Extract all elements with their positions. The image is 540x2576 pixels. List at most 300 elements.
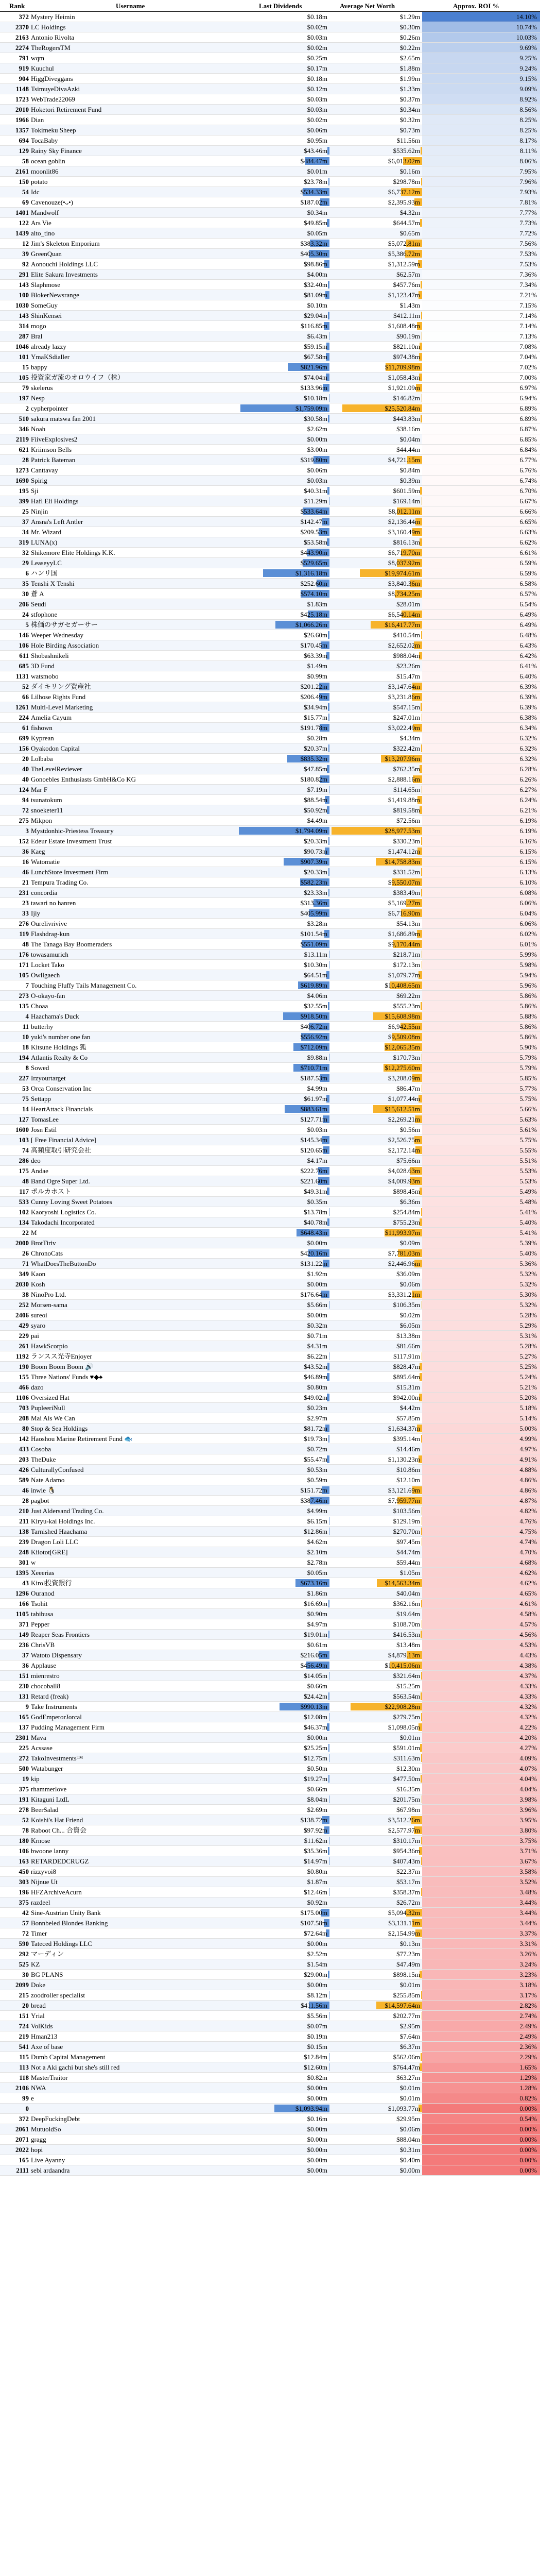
- username-cell[interactable]: moonlit86: [31, 167, 59, 175]
- username-cell[interactable]: Just Aldersand Trading Co.: [31, 1507, 104, 1515]
- username-cell[interactable]: Tateced Holdings LLC: [31, 1940, 92, 1947]
- username-cell[interactable]: CulturallyConfused: [31, 1466, 84, 1473]
- table-row[interactable]: [0, 228, 540, 239]
- table-row[interactable]: [0, 2155, 540, 2165]
- table-row[interactable]: [0, 2052, 540, 2062]
- username-cell[interactable]: Lolbaba: [31, 755, 53, 762]
- table-row[interactable]: [0, 1114, 540, 1125]
- username-cell[interactable]: ランスス光寺Enjoyer: [31, 1352, 92, 1360]
- table-row[interactable]: [0, 197, 540, 208]
- username-cell[interactable]: Sji: [31, 487, 39, 495]
- username-cell[interactable]: MasterTraitor: [31, 2074, 68, 2081]
- username-cell[interactable]: Stop & Sea Holdings: [31, 1425, 88, 1432]
- username-cell[interactable]: ChrisVB: [31, 1641, 55, 1649]
- username-cell[interactable]: 3D Fund: [31, 662, 55, 670]
- username-cell[interactable]: Cosoba: [31, 1445, 51, 1453]
- username-cell[interactable]: bappy: [31, 363, 47, 371]
- table-row[interactable]: [0, 331, 540, 342]
- username-cell[interactable]: sakura matswa fan 2001: [31, 415, 96, 422]
- table-row[interactable]: [0, 1949, 540, 1959]
- username-cell[interactable]: Three Nations' Funds ♥◆♠: [31, 1373, 103, 1381]
- username-cell[interactable]: Ninjin: [31, 507, 48, 515]
- table-row[interactable]: [0, 713, 540, 723]
- table-row[interactable]: [0, 929, 540, 939]
- table-row[interactable]: [0, 1918, 540, 1928]
- table-row[interactable]: [0, 1619, 540, 1630]
- username-cell[interactable]: Mai Ais We Can: [31, 1414, 75, 1422]
- username-cell[interactable]: 高頻度取引研究会社: [31, 1146, 92, 1154]
- table-row[interactable]: [0, 1867, 540, 1877]
- username-cell[interactable]: Watabunger: [31, 1765, 63, 1772]
- table-row[interactable]: [0, 1660, 540, 1671]
- table-row[interactable]: [0, 816, 540, 826]
- table-row[interactable]: [0, 1691, 540, 1702]
- table-row[interactable]: [0, 651, 540, 661]
- table-row[interactable]: [0, 1248, 540, 1259]
- username-cell[interactable]: deo: [31, 1157, 41, 1164]
- username-cell[interactable]: Kaoryoshi Logistics Co.: [31, 1208, 96, 1216]
- table-row[interactable]: [0, 2073, 540, 2083]
- username-cell[interactable]: ダイキリング資産社: [31, 683, 91, 690]
- table-row[interactable]: [0, 1135, 540, 1145]
- username-cell[interactable]: Jim's Skeleton Emporium: [31, 240, 100, 247]
- table-row[interactable]: [0, 94, 540, 105]
- table-row[interactable]: [0, 599, 540, 609]
- table-row[interactable]: [0, 1887, 540, 1897]
- username-cell[interactable]: Nesp: [31, 394, 45, 402]
- username-cell[interactable]: TomasLee: [31, 1115, 59, 1123]
- table-row[interactable]: [0, 1485, 540, 1496]
- username-cell[interactable]: HiggDiveggans: [31, 75, 73, 82]
- table-row[interactable]: [0, 105, 540, 115]
- table-row[interactable]: [0, 877, 540, 888]
- username-cell[interactable]: Take Instruments: [31, 1703, 77, 1710]
- table-row[interactable]: [0, 1897, 540, 1908]
- table-row[interactable]: [0, 836, 540, 846]
- username-cell[interactable]: Reaper Seas Frontiers: [31, 1631, 90, 1638]
- table-row[interactable]: [0, 1928, 540, 1939]
- table-row[interactable]: [0, 321, 540, 331]
- username-cell[interactable]: dazo: [31, 1383, 44, 1391]
- username-cell[interactable]: Seudi: [31, 600, 46, 608]
- username-cell[interactable]: Morsen-sama: [31, 1301, 67, 1309]
- username-cell[interactable]: Slaphmose: [31, 281, 61, 289]
- table-row[interactable]: [0, 352, 540, 362]
- username-cell[interactable]: gragg: [31, 2136, 46, 2143]
- table-row[interactable]: [0, 857, 540, 867]
- username-cell[interactable]: BG PLANS: [31, 1971, 63, 1978]
- table-row[interactable]: [0, 496, 540, 506]
- table-row[interactable]: [0, 1939, 540, 1949]
- table-row[interactable]: [0, 403, 540, 414]
- table-row[interactable]: [0, 1290, 540, 1300]
- table-row[interactable]: [0, 1300, 540, 1310]
- table-row[interactable]: [0, 1722, 540, 1733]
- username-cell[interactable]: hopi: [31, 2146, 43, 2154]
- username-cell[interactable]: Cavenouze(•ᴗ•): [31, 198, 74, 206]
- table-row[interactable]: [0, 465, 540, 476]
- username-cell[interactable]: Applause: [31, 1662, 57, 1669]
- table-row[interactable]: [0, 1403, 540, 1413]
- table-row[interactable]: [0, 733, 540, 743]
- username-cell[interactable]: Takodachi Incorporated: [31, 1218, 95, 1226]
- table-row[interactable]: [0, 486, 540, 496]
- table-row[interactable]: [0, 1259, 540, 1269]
- table-row[interactable]: [0, 1145, 540, 1156]
- table-row[interactable]: [0, 32, 540, 43]
- table-row[interactable]: [0, 1856, 540, 1867]
- table-row[interactable]: [0, 743, 540, 754]
- table-row[interactable]: [0, 2021, 540, 2031]
- table-row[interactable]: [0, 702, 540, 713]
- table-row[interactable]: [0, 1753, 540, 1764]
- username-cell[interactable]: Kuuchul: [31, 64, 54, 72]
- username-cell[interactable]: razdeel: [31, 1899, 50, 1906]
- table-row[interactable]: [0, 1712, 540, 1722]
- table-row[interactable]: [0, 1743, 540, 1753]
- username-cell[interactable]: Hoketori Retirement Fund: [31, 106, 102, 113]
- username-cell[interactable]: BlokerNewsrange: [31, 291, 79, 299]
- dividends-header[interactable]: Last Dividends: [259, 2, 302, 10]
- table-row[interactable]: [0, 723, 540, 733]
- username-cell[interactable]: Mystery Heimin: [31, 13, 75, 21]
- table-row[interactable]: [0, 991, 540, 1001]
- table-row[interactable]: [0, 1733, 540, 1743]
- table-row[interactable]: [0, 764, 540, 774]
- table-row[interactable]: [0, 362, 540, 372]
- username-cell[interactable]: Irzyourtarget: [31, 1074, 66, 1082]
- username-cell[interactable]: Not a Aki gachi but she's still red: [31, 2063, 120, 2071]
- table-row[interactable]: [0, 1166, 540, 1176]
- table-row[interactable]: [0, 579, 540, 589]
- username-cell[interactable]: RETARDEDCRUGZ: [31, 1857, 89, 1865]
- table-row[interactable]: [0, 1609, 540, 1619]
- username-cell[interactable]: Haoshou Marine Retirement Fund 🐟: [31, 1435, 133, 1443]
- username-cell[interactable]: sebi ardaandra: [31, 2166, 70, 2174]
- username-cell[interactable]: zoodroller specialist: [31, 1991, 85, 1999]
- table-row[interactable]: [0, 1527, 540, 1537]
- table-row[interactable]: [0, 774, 540, 785]
- username-cell[interactable]: mogo: [31, 322, 46, 330]
- username-cell[interactable]: Choaa: [31, 1002, 48, 1010]
- table-row[interactable]: [0, 589, 540, 599]
- username-cell[interactable]: Sine-Austrian Unity Bank: [31, 1909, 101, 1917]
- username-cell[interactable]: Hole Birding Association: [31, 641, 99, 649]
- username-cell[interactable]: O-okayo-fan: [31, 992, 65, 999]
- table-row[interactable]: [0, 950, 540, 960]
- table-row[interactable]: [0, 2165, 540, 2176]
- username-cell[interactable]: WebTrade22069: [31, 95, 75, 103]
- username-cell[interactable]: YmaKSdialler: [31, 353, 70, 361]
- table-row[interactable]: [0, 1764, 540, 1774]
- username-cell[interactable]: Weeper Wednesday: [31, 631, 83, 639]
- username-cell[interactable]: ocean goblin: [31, 157, 65, 165]
- username-cell[interactable]: Kiryu-kai Holdings Inc.: [31, 1517, 95, 1525]
- username-cell[interactable]: Tarnished Haachama: [31, 1528, 88, 1535]
- table-row[interactable]: [0, 527, 540, 537]
- table-row[interactable]: [0, 434, 540, 445]
- username-cell[interactable]: Band Ogre Super Ltd.: [31, 1177, 90, 1185]
- username-cell[interactable]: Kriimson Bells: [31, 446, 72, 453]
- username-cell[interactable]: Kitsune Holdings 狐: [31, 1043, 86, 1051]
- username-cell[interactable]: Pepper: [31, 1620, 50, 1628]
- table-row[interactable]: [0, 1269, 540, 1279]
- username-cell[interactable]: Ars Vie: [31, 219, 51, 227]
- username-cell[interactable]: Antonio Rivolta: [31, 33, 75, 41]
- username-cell[interactable]: LUNA(x): [31, 538, 58, 546]
- username-cell[interactable]: Orca Conservation Inc: [31, 1084, 92, 1092]
- username-cell[interactable]: WhatDoesTheButtonDo: [31, 1260, 96, 1267]
- username-cell[interactable]: Mr. Wizard: [31, 528, 62, 536]
- username-cell[interactable]: Ouranod: [31, 1589, 55, 1597]
- username-cell[interactable]: Shikemore Elite Holdings K.K.: [31, 549, 115, 556]
- table-row[interactable]: [0, 1197, 540, 1207]
- username-cell[interactable]: KZ: [31, 1960, 40, 1968]
- table-row[interactable]: [0, 1156, 540, 1166]
- username-cell[interactable]: Watomatie: [31, 858, 60, 866]
- username-cell[interactable]: wqm: [31, 54, 44, 62]
- table-row[interactable]: [0, 785, 540, 795]
- table-row[interactable]: [0, 568, 540, 579]
- username-cell[interactable]: w: [31, 1558, 36, 1566]
- username-cell[interactable]: already lazzy: [31, 343, 66, 350]
- table-row[interactable]: [0, 682, 540, 692]
- table-row[interactable]: [0, 1320, 540, 1331]
- username-cell[interactable]: GreenQuan: [31, 250, 62, 258]
- table-row[interactable]: [0, 43, 540, 53]
- table-row[interactable]: [0, 393, 540, 403]
- table-row[interactable]: [0, 671, 540, 682]
- username-cell[interactable]: NWA: [31, 2084, 46, 2092]
- table-row[interactable]: [0, 269, 540, 280]
- table-row[interactable]: [0, 445, 540, 455]
- table-row[interactable]: [0, 888, 540, 898]
- table-row[interactable]: [0, 259, 540, 269]
- table-row[interactable]: [0, 1506, 540, 1516]
- table-row[interactable]: [0, 908, 540, 919]
- username-cell[interactable]: Tsohit: [31, 1600, 48, 1607]
- table-row[interactable]: [0, 1022, 540, 1032]
- table-row[interactable]: [0, 692, 540, 702]
- table-row[interactable]: [0, 424, 540, 434]
- table-row[interactable]: [0, 1702, 540, 1712]
- table-row[interactable]: [0, 1640, 540, 1650]
- username-cell[interactable]: TocaBaby: [31, 137, 58, 144]
- username-cell[interactable]: Axe of base: [31, 2043, 63, 2050]
- net-worth-header[interactable]: Average Net Worth: [340, 2, 395, 10]
- username-cell[interactable]: BrotTiriv: [31, 1239, 56, 1247]
- table-row[interactable]: [0, 1423, 540, 1434]
- table-row[interactable]: [0, 311, 540, 321]
- username-cell[interactable]: HawkScorpio: [31, 1342, 68, 1350]
- table-row[interactable]: [0, 1599, 540, 1609]
- table-row[interactable]: [0, 661, 540, 671]
- table-row[interactable]: [0, 506, 540, 517]
- username-cell[interactable]: pai: [31, 1332, 39, 1340]
- username-cell[interactable]: Nate Adamo: [31, 1476, 65, 1484]
- username-cell[interactable]: Canttavay: [31, 466, 58, 474]
- table-row[interactable]: [0, 1104, 540, 1114]
- username-cell[interactable]: M: [31, 1229, 37, 1236]
- table-row[interactable]: [0, 1784, 540, 1794]
- username-cell[interactable]: Haachama's Duck: [31, 1012, 79, 1020]
- username-cell[interactable]: Kitaguni LtdL: [31, 1795, 69, 1803]
- username-cell[interactable]: rhammerlove: [31, 1785, 67, 1793]
- table-row[interactable]: [0, 1001, 540, 1011]
- username-cell[interactable]: Andae: [31, 1167, 48, 1175]
- username-cell[interactable]: Kosh: [31, 1280, 45, 1288]
- table-row[interactable]: [0, 1815, 540, 1825]
- username-cell[interactable]: stfophone: [31, 611, 58, 618]
- table-row[interactable]: [0, 867, 540, 877]
- table-row[interactable]: [0, 970, 540, 980]
- table-row[interactable]: [0, 2145, 540, 2155]
- username-cell[interactable]: Amelia Cayum: [31, 714, 72, 721]
- table-row[interactable]: [0, 300, 540, 311]
- username-cell[interactable]: VolKids: [31, 2022, 53, 2030]
- table-row[interactable]: [0, 156, 540, 166]
- table-row[interactable]: [0, 1774, 540, 1784]
- username-cell[interactable]: Watoto Dispensary: [31, 1651, 82, 1659]
- table-row[interactable]: [0, 476, 540, 486]
- username-cell[interactable]: Tempura Trading Co.: [31, 878, 89, 886]
- username-cell[interactable]: pagbot: [31, 1497, 49, 1504]
- table-row[interactable]: [0, 1990, 540, 2001]
- table-row[interactable]: [0, 1125, 540, 1135]
- username-cell[interactable]: TheLevelReviewer: [31, 765, 82, 773]
- table-row[interactable]: [0, 2104, 540, 2114]
- table-row[interactable]: [0, 1970, 540, 1980]
- username-cell[interactable]: BeerSalad: [31, 1806, 59, 1814]
- table-row[interactable]: [0, 372, 540, 383]
- username-cell[interactable]: 蒼 A: [31, 590, 44, 598]
- table-row[interactable]: [0, 2093, 540, 2104]
- table-row[interactable]: [0, 218, 540, 228]
- table-row[interactable]: [0, 1908, 540, 1918]
- username-cell[interactable]: FiiveExplosives2: [31, 435, 78, 443]
- username-cell[interactable]: Aonouchi Holdings LLC: [31, 260, 98, 268]
- username-cell[interactable]: Kaon: [31, 1270, 46, 1278]
- username-cell[interactable]: Dumb Capital Management: [31, 2053, 106, 2061]
- username-cell[interactable]: Koishi's Hat Friend: [31, 1816, 83, 1824]
- table-row[interactable]: [0, 74, 540, 84]
- username-cell[interactable]: Shobashnikeli: [31, 652, 69, 659]
- username-cell[interactable]: bwoone lanny: [31, 1847, 69, 1855]
- username-cell[interactable]: bread: [31, 2002, 46, 2009]
- username-cell[interactable]: LunchStore Investment Firm: [31, 868, 109, 876]
- table-row[interactable]: [0, 1382, 540, 1393]
- table-row[interactable]: [0, 1362, 540, 1372]
- table-row[interactable]: [0, 517, 540, 527]
- username-cell[interactable]: MutuoldSo: [31, 2125, 61, 2133]
- username-cell[interactable]: HeartAttack Financials: [31, 1105, 93, 1113]
- username-cell[interactable]: inwie 🐧: [31, 1486, 56, 1494]
- table-row[interactable]: [0, 1454, 540, 1465]
- username-cell[interactable]: yuki's number one fan: [31, 1033, 91, 1041]
- username-cell[interactable]: rizzyvoi8: [31, 1868, 57, 1875]
- username-cell[interactable]: GodEmperorJorcal: [31, 1713, 82, 1721]
- table-row[interactable]: [0, 919, 540, 929]
- username-cell[interactable]: Locket Tako: [31, 961, 64, 969]
- table-row[interactable]: [0, 1063, 540, 1073]
- table-row[interactable]: [0, 383, 540, 393]
- table-row[interactable]: [0, 414, 540, 424]
- table-row[interactable]: [0, 2031, 540, 2042]
- username-cell[interactable]: TheRogersTM: [31, 44, 71, 52]
- username-cell[interactable]: butterhy: [31, 1023, 54, 1030]
- table-row[interactable]: [0, 1825, 540, 1836]
- username-cell[interactable]: Tenshi X Tenshi: [31, 580, 75, 587]
- username-cell[interactable]: [ Free Financial Advice]: [31, 1136, 96, 1144]
- table-row[interactable]: [0, 1331, 540, 1341]
- table-row[interactable]: [0, 1630, 540, 1640]
- username-cell[interactable]: Kirol投資銀行: [31, 1579, 72, 1587]
- table-row[interactable]: [0, 846, 540, 857]
- username-cell[interactable]: potato: [31, 178, 48, 185]
- table-row[interactable]: [0, 548, 540, 558]
- table-row[interactable]: [0, 187, 540, 197]
- username-cell[interactable]: TsimuyeDivaAzki: [31, 85, 80, 93]
- table-row[interactable]: [0, 1073, 540, 1083]
- table-row[interactable]: [0, 1846, 540, 1856]
- username-cell[interactable]: Atlantis Realty & Co: [31, 1054, 88, 1061]
- table-row[interactable]: [0, 1341, 540, 1351]
- username-cell[interactable]: TakoInvestments™: [31, 1754, 83, 1762]
- table-row[interactable]: [0, 208, 540, 218]
- username-cell[interactable]: fishown: [31, 724, 53, 732]
- username-cell[interactable]: 投資家ガ流のオロウイフ（株）: [31, 374, 125, 381]
- rank-header[interactable]: Rank: [9, 2, 25, 10]
- username-cell[interactable]: sureoi: [31, 1311, 47, 1319]
- table-row[interactable]: [0, 537, 540, 548]
- table-row[interactable]: [0, 135, 540, 146]
- table-row[interactable]: [0, 2134, 540, 2145]
- username-cell[interactable]: 株価のサガセガーサー: [31, 621, 98, 629]
- table-row[interactable]: [0, 1578, 540, 1588]
- table-row[interactable]: [0, 1537, 540, 1547]
- table-row[interactable]: [0, 1959, 540, 1970]
- table-row[interactable]: [0, 115, 540, 125]
- username-cell[interactable]: mienrestro: [31, 1672, 60, 1680]
- username-cell[interactable]: Bral: [31, 332, 43, 340]
- table-row[interactable]: [0, 1217, 540, 1228]
- table-row[interactable]: [0, 239, 540, 249]
- table-row[interactable]: [0, 1011, 540, 1022]
- table-row[interactable]: [0, 166, 540, 177]
- table-row[interactable]: [0, 53, 540, 63]
- username-cell[interactable]: Multi-Level Marketing: [31, 703, 93, 711]
- table-row[interactable]: [0, 640, 540, 651]
- username-cell[interactable]: Elite Sakura Investments: [31, 270, 98, 278]
- table-row[interactable]: [0, 630, 540, 640]
- username-cell[interactable]: Boom Boom Boom 🔊: [31, 1363, 94, 1370]
- username-cell[interactable]: Mar F: [31, 786, 48, 793]
- table-row[interactable]: [0, 2062, 540, 2073]
- table-row[interactable]: [0, 342, 540, 352]
- table-row[interactable]: [0, 795, 540, 805]
- table-row[interactable]: [0, 1228, 540, 1238]
- username-cell[interactable]: LC Holdings: [31, 23, 66, 31]
- username-cell[interactable]: Noah: [31, 425, 46, 433]
- username-cell[interactable]: towasamurich: [31, 951, 68, 958]
- table-row[interactable]: [0, 1310, 540, 1320]
- username-cell[interactable]: cypherpointer: [31, 404, 68, 412]
- username-cell[interactable]: Bonnbeled Blondes Banking: [31, 1919, 108, 1927]
- username-header[interactable]: Username: [116, 2, 145, 10]
- username-cell[interactable]: concordia: [31, 889, 58, 896]
- username-cell[interactable]: Touching Fluffy Tails Management Co.: [31, 981, 137, 989]
- table-row[interactable]: [0, 939, 540, 950]
